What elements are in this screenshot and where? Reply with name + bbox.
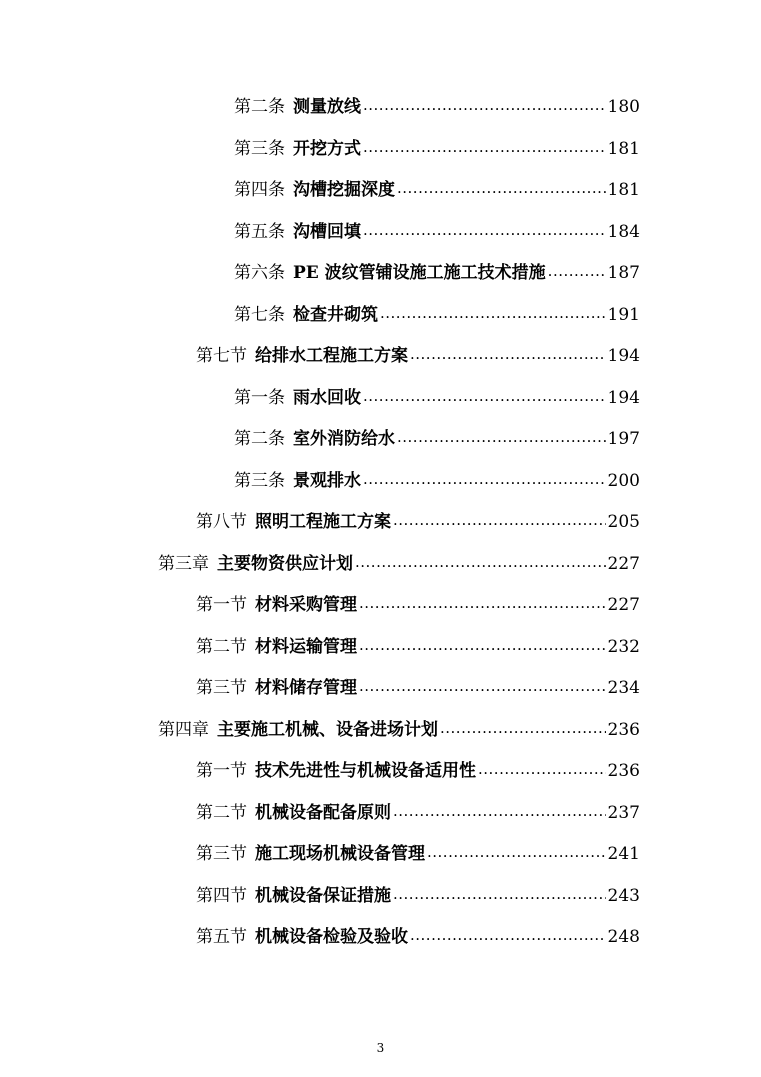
toc-entry-title: 机械设备保证措施 bbox=[255, 886, 391, 906]
toc-entry-number: 第四章 bbox=[158, 720, 209, 740]
toc-entry-page: 187 bbox=[607, 263, 640, 283]
toc-entry-page: 180 bbox=[607, 97, 640, 117]
toc-entry-title: 主要施工机械、设备进场计划 bbox=[217, 720, 438, 740]
toc-entry-title: 给排水工程施工方案 bbox=[255, 346, 408, 366]
toc-entry-page: 181 bbox=[607, 139, 640, 159]
toc-entry-title: 施工现场机械设备管理 bbox=[255, 844, 425, 864]
toc-entry[interactable] bbox=[196, 628, 640, 658]
toc-leader-dots bbox=[355, 553, 606, 575]
toc-entry-title: 测量放线 bbox=[293, 97, 361, 117]
toc-entry-page: 181 bbox=[607, 180, 640, 200]
toc-leader-dots bbox=[359, 677, 606, 699]
toc-entry[interactable] bbox=[196, 835, 640, 865]
toc-entry-number: 第三条 bbox=[234, 139, 285, 159]
toc-entry-page: 243 bbox=[607, 886, 640, 906]
toc-entry-page: 232 bbox=[607, 637, 640, 657]
toc-entry[interactable] bbox=[196, 918, 640, 948]
toc-entry[interactable] bbox=[196, 503, 640, 533]
toc-entry-title: 材料储存管理 bbox=[255, 678, 357, 698]
toc-entry-number: 第八节 bbox=[196, 512, 247, 532]
toc-entry-title: 材料采购管理 bbox=[255, 595, 357, 615]
toc-entry-page: 194 bbox=[607, 388, 640, 408]
toc-leader-dots bbox=[478, 760, 606, 782]
toc-entry-number: 第五节 bbox=[196, 927, 247, 947]
toc-leader-dots bbox=[397, 428, 606, 450]
toc-entry[interactable] bbox=[234, 462, 640, 492]
toc-entry[interactable] bbox=[196, 337, 640, 367]
toc-entry-page: 191 bbox=[607, 305, 640, 325]
toc-entry-title: 开挖方式 bbox=[293, 139, 361, 159]
toc-entry-number: 第一节 bbox=[196, 595, 247, 615]
page-number: 3 bbox=[376, 1041, 385, 1055]
toc-entry-page: 248 bbox=[607, 927, 640, 947]
toc-leader-dots bbox=[410, 926, 606, 948]
toc-entry-title: 沟槽回填 bbox=[293, 222, 361, 242]
toc-entry-title: 雨水回收 bbox=[293, 388, 361, 408]
toc-entry-number: 第六条 bbox=[234, 263, 285, 283]
toc-leader-dots bbox=[410, 345, 606, 367]
toc-entry-title: 主要物资供应计划 bbox=[217, 554, 353, 574]
toc-entry-title: 机械设备配备原则 bbox=[255, 803, 391, 823]
toc-leader-dots bbox=[393, 511, 606, 533]
toc-entry-number: 第一条 bbox=[234, 388, 285, 408]
toc-entry-number: 第二条 bbox=[234, 97, 285, 117]
toc-entry-number: 第三章 bbox=[158, 554, 209, 574]
toc-entry-page: 197 bbox=[607, 429, 640, 449]
toc-entry-number: 第二节 bbox=[196, 637, 247, 657]
toc-entry[interactable] bbox=[196, 877, 640, 907]
toc-entry[interactable] bbox=[196, 586, 640, 616]
toc-entry-title: 室外消防给水 bbox=[293, 429, 395, 449]
toc-entry-number: 第四条 bbox=[234, 180, 285, 200]
toc-entry[interactable] bbox=[234, 130, 640, 160]
toc-leader-dots bbox=[359, 594, 606, 616]
toc-entry-title: PE 波纹管铺设施工施工技术措施 bbox=[293, 263, 546, 283]
toc-entry[interactable] bbox=[234, 296, 640, 326]
toc-entry-title: 材料运输管理 bbox=[255, 637, 357, 657]
toc-leader-dots bbox=[393, 885, 606, 907]
toc-entry-number: 第三节 bbox=[196, 844, 247, 864]
toc-entry-page: 236 bbox=[607, 761, 640, 781]
toc-entry[interactable] bbox=[158, 545, 640, 575]
toc-entry[interactable] bbox=[196, 669, 640, 699]
toc-entry-title: 景观排水 bbox=[293, 471, 361, 491]
toc-leader-dots bbox=[380, 304, 606, 326]
toc-entry-title: 照明工程施工方案 bbox=[255, 512, 391, 532]
toc-entry[interactable] bbox=[158, 711, 640, 741]
toc-entry-title: 技术先进性与机械设备适用性 bbox=[255, 761, 476, 781]
toc-entry-page: 227 bbox=[607, 595, 640, 615]
toc-leader-dots bbox=[363, 96, 606, 118]
toc-entry-page: 184 bbox=[607, 222, 640, 242]
toc-entry-page: 227 bbox=[607, 554, 640, 574]
toc-entry-title: 检查井砌筑 bbox=[293, 305, 378, 325]
toc-entry[interactable] bbox=[234, 379, 640, 409]
toc-entry[interactable] bbox=[234, 88, 640, 118]
toc-entry-page: 200 bbox=[607, 471, 640, 491]
toc-entry[interactable] bbox=[234, 171, 640, 201]
toc-entry-number: 第四节 bbox=[196, 886, 247, 906]
toc-entry-page: 237 bbox=[607, 803, 640, 823]
toc-entry-number: 第二节 bbox=[196, 803, 247, 823]
toc-entry-number: 第七条 bbox=[234, 305, 285, 325]
toc-leader-dots bbox=[363, 221, 606, 243]
toc-leader-dots bbox=[427, 843, 606, 865]
toc-leader-dots bbox=[359, 636, 606, 658]
toc-leader-dots bbox=[440, 719, 606, 741]
toc-leader-dots bbox=[363, 387, 606, 409]
toc-entry-page: 234 bbox=[607, 678, 640, 698]
toc-entry[interactable] bbox=[196, 794, 640, 824]
toc-entry-page: 194 bbox=[607, 346, 640, 366]
toc-entry-number: 第一节 bbox=[196, 761, 247, 781]
toc-leader-dots bbox=[397, 179, 606, 201]
toc-entry-page: 241 bbox=[607, 844, 640, 864]
toc-entry[interactable] bbox=[234, 254, 640, 284]
toc-leader-dots bbox=[393, 802, 606, 824]
toc-leader-dots bbox=[548, 262, 606, 284]
toc-entry-number: 第七节 bbox=[196, 346, 247, 366]
toc-entry[interactable] bbox=[196, 752, 640, 782]
toc-leader-dots bbox=[363, 470, 606, 492]
toc-entry-title: 沟槽挖掘深度 bbox=[293, 180, 395, 200]
toc-leader-dots bbox=[363, 138, 606, 160]
toc-entry-number: 第三条 bbox=[234, 471, 285, 491]
toc-entry[interactable] bbox=[234, 420, 640, 450]
toc-entry[interactable] bbox=[234, 213, 640, 243]
toc-entry-number: 第三节 bbox=[196, 678, 247, 698]
toc-entry-page: 205 bbox=[607, 512, 640, 532]
toc-entry-page: 236 bbox=[607, 720, 640, 740]
toc-entry-number: 第五条 bbox=[234, 222, 285, 242]
toc-entry-title: 机械设备检验及验收 bbox=[255, 927, 408, 947]
toc-entry-number: 第二条 bbox=[234, 429, 285, 449]
